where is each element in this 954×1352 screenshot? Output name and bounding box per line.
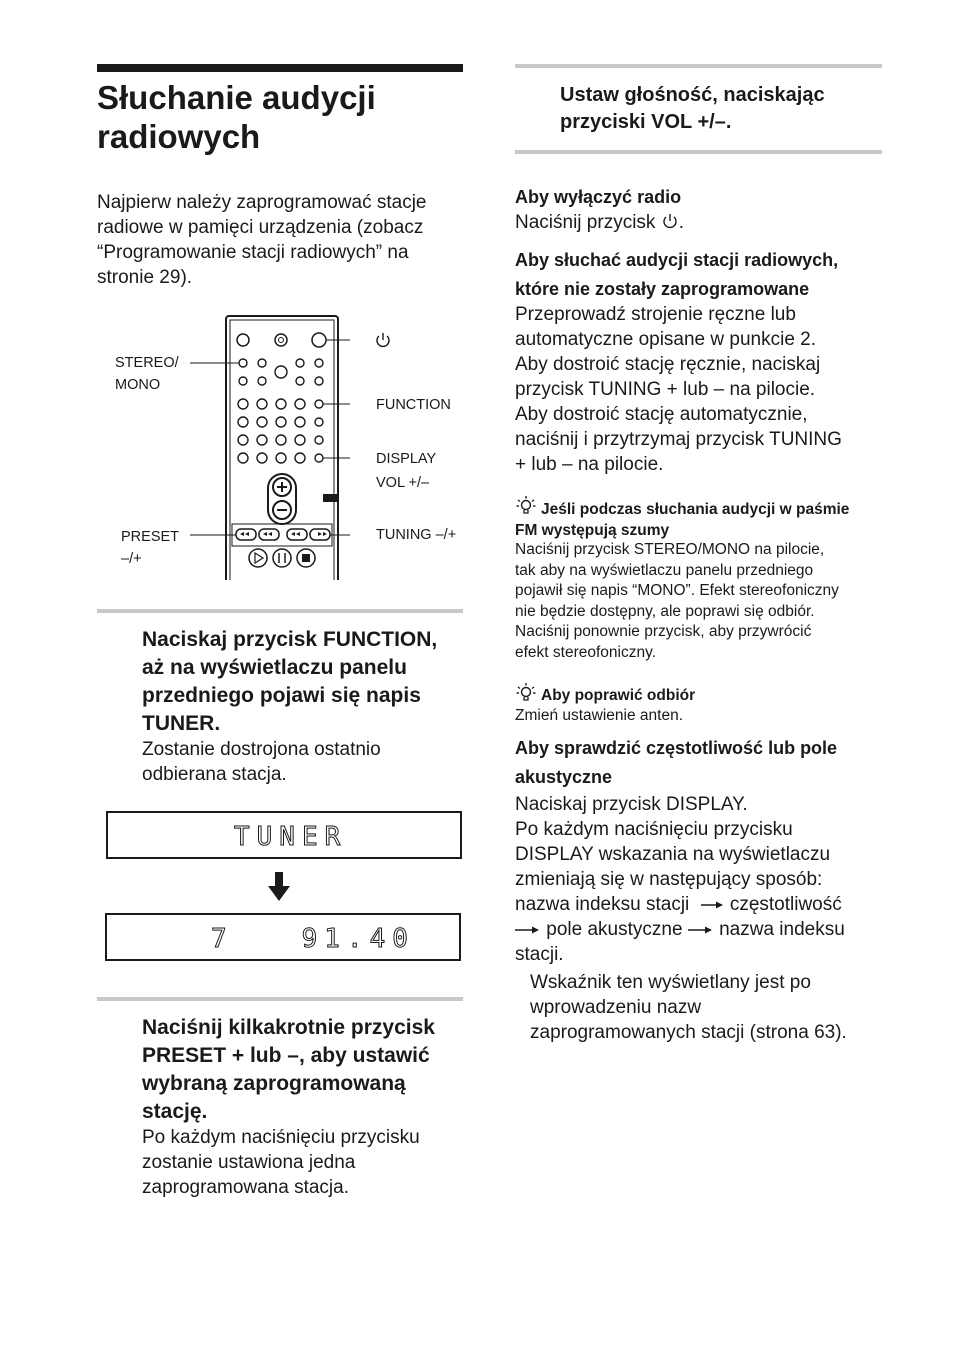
step-3-title-line: Ustaw głośność, naciskając [560, 84, 825, 106]
step-2-title-line: Naciśnij kilkakrotnie przycisk [142, 1016, 435, 1039]
step-3-title [560, 82, 880, 136]
step-1-title-line: przedniego pojawi się napis [142, 684, 421, 707]
step-2-title-line: PRESET + lub –, aby ustawić [142, 1044, 430, 1067]
arrow-right-icon [695, 900, 725, 910]
label-function: FUNCTION [376, 397, 451, 413]
unprogrammed-line: przycisk TUNING + lub – na pilocie. [515, 379, 816, 400]
lcd-frequency-text: 7 91.40 [211, 924, 415, 954]
step-1-rule [97, 609, 463, 613]
arrow-right-icon [688, 925, 714, 935]
footnote-line: Wskaźnik ten wyświetlany jest po [530, 972, 811, 993]
sequence-line-2 [515, 917, 895, 942]
page-title-line-1: Słuchanie audycji [97, 79, 376, 116]
lcd-tuner-text: TUNER [234, 822, 348, 852]
step-2-body-line: zostanie ustawiona jedna [142, 1152, 356, 1173]
unprogrammed-heading [515, 246, 838, 304]
unprogrammed-heading-line: Aby słuchać audycji stacji radiowych, [515, 250, 839, 270]
remote-control-illustration [190, 310, 350, 580]
sequence-line-1 [515, 892, 895, 917]
label-preset [121, 526, 179, 570]
frequency-line: Naciskaj przycisk DISPLAY. [515, 794, 748, 815]
tip-1-body [515, 540, 895, 663]
seq-station-end: stacji. [515, 944, 564, 965]
tip-2-body: Zmień ustawienie anten. [515, 707, 684, 724]
footnote-line: wprowadzeniu nazw [530, 997, 702, 1018]
step-1-title [142, 626, 472, 738]
footnote-line: zaprogramowanych stacji (strona 63). [530, 1022, 847, 1043]
radio-off-text: Naciśnij przycisk [515, 212, 656, 233]
power-icon [661, 212, 679, 230]
step-2-title [142, 1014, 472, 1126]
step-1-body-line: odbierana stacja. [142, 764, 287, 785]
seq-frequency: częstotliwość [729, 894, 842, 915]
tip-1-heading-line [515, 499, 895, 520]
label-display: DISPLAY [376, 451, 437, 467]
intro-line: “Programowanie stacji radiowych” na [97, 242, 409, 263]
step-1-title-line: Naciskaj przycisk FUNCTION, [142, 628, 438, 651]
period: . [678, 212, 684, 233]
step-1-title-line: TUNER. [142, 712, 221, 735]
unprogrammed-line: Przeprowadź strojenie ręczne lub [515, 304, 796, 325]
tip-1-line: Naciśnij przycisk STEREO/MONO na pilocie, [515, 541, 825, 558]
tip-1-heading-line: FM występują szumy [515, 522, 670, 539]
tip-1-line: nie będzie dostępny, ale poprawi się odbiór. [515, 602, 815, 620]
arrow-right-icon [515, 925, 541, 935]
page-title-line-2: radiowych [97, 118, 261, 155]
step-3-rule-top [515, 64, 882, 68]
frequency-heading [515, 734, 837, 792]
unprogrammed-line: automatyczne opisane w punkcie 2. [515, 329, 817, 350]
frequency-line: DISPLAY wskazania na wyświetlaczu [515, 844, 831, 865]
unprogrammed-line: Aby dostroić stację ręcznie, naciskaj [515, 354, 821, 375]
radio-off-body [515, 210, 684, 235]
step-2-body-line: zaprogramowana stacja. [142, 1177, 349, 1198]
unprogrammed-line: Aby dostroić stację automatycznie, [515, 404, 808, 425]
intro-line: stronie 29). [97, 267, 193, 288]
power-icon [374, 331, 392, 349]
footnote [530, 970, 900, 1045]
step-1-body [142, 737, 462, 787]
intro-line: radiowe w pamięci urządzenia (zobacz [97, 217, 424, 238]
label-mono: MONO [115, 377, 161, 393]
step-3-title-line: przyciski VOL +/–. [560, 111, 732, 133]
title-rule [97, 64, 463, 72]
frequency-body [515, 792, 895, 967]
intro-line: Najpierw należy zaprogramować stacje [97, 192, 427, 213]
tip-1-line: efekt stereofoniczny. [515, 643, 657, 661]
seq-sound-field: pole akustyczne [546, 919, 683, 940]
frequency-line: Po każdym naciśnięciu przycisku [515, 819, 793, 840]
unprogrammed-line: naciśnij i przytrzymaj przycisk TUNING [515, 429, 842, 450]
step-2-body-line: Po każdym naciśnięciu przycisku [142, 1127, 420, 1148]
step-2-title-line: wybraną zaprogramowaną [142, 1072, 406, 1095]
step-2-body [142, 1125, 472, 1200]
lcd-display-tuner [106, 811, 462, 859]
step-3-rule-bottom [515, 150, 882, 154]
tip-2-heading: Aby poprawić odbiór [541, 687, 696, 704]
label-stereo: STEREO/ [115, 355, 179, 371]
frequency-heading-line: Aby sprawdzić częstotliwość lub pole [515, 738, 838, 758]
seq-station-name: nazwa indeksu stacji [515, 894, 690, 915]
tip-1-heading [515, 499, 895, 541]
frequency-line: zmieniają się w następujący sposób: [515, 869, 823, 890]
down-arrow-icon [267, 872, 291, 902]
tip-1-line: pojawił się napis “MONO”. Efekt stereofoniczny [515, 582, 839, 599]
page-title [97, 78, 376, 156]
step-1-body-line: Zostanie dostrojona ostatnio [142, 739, 381, 760]
intro-paragraph [97, 190, 467, 290]
label-tuning: TUNING –/+ [376, 527, 457, 543]
tip-1-line: tak aby na wyświetlaczu panelu przedniego [515, 561, 814, 579]
step-2-title-line: stację. [142, 1100, 208, 1123]
unprogrammed-body [515, 302, 885, 477]
frequency-heading-line: akustyczne [515, 767, 613, 787]
lcd-display-frequency [105, 913, 461, 961]
seq-station-name-2: nazwa indeksu [719, 919, 845, 940]
step-2-rule [97, 997, 463, 1001]
label-stereo-mono [115, 352, 179, 396]
unprogrammed-heading-line: które nie zostały zaprogramowane [515, 279, 810, 299]
label-vol: VOL +/– [376, 475, 430, 491]
label-preset-line-2: –/+ [121, 551, 142, 567]
tip-1-line: Naciśnij ponownie przycisk, aby przywrócić [515, 623, 812, 640]
unprogrammed-line: + lub – na pilocie. [515, 454, 664, 475]
step-1-title-line: aż na wyświetlaczu panelu [142, 656, 407, 679]
label-preset-line-1: PRESET [121, 529, 180, 545]
radio-off-heading: Aby wyłączyć radio [515, 187, 682, 207]
tip-lightbulb-icon [515, 682, 537, 704]
tip-1-heading-text: Jeśli podczas słuchania audycji w paśmie [541, 501, 850, 518]
